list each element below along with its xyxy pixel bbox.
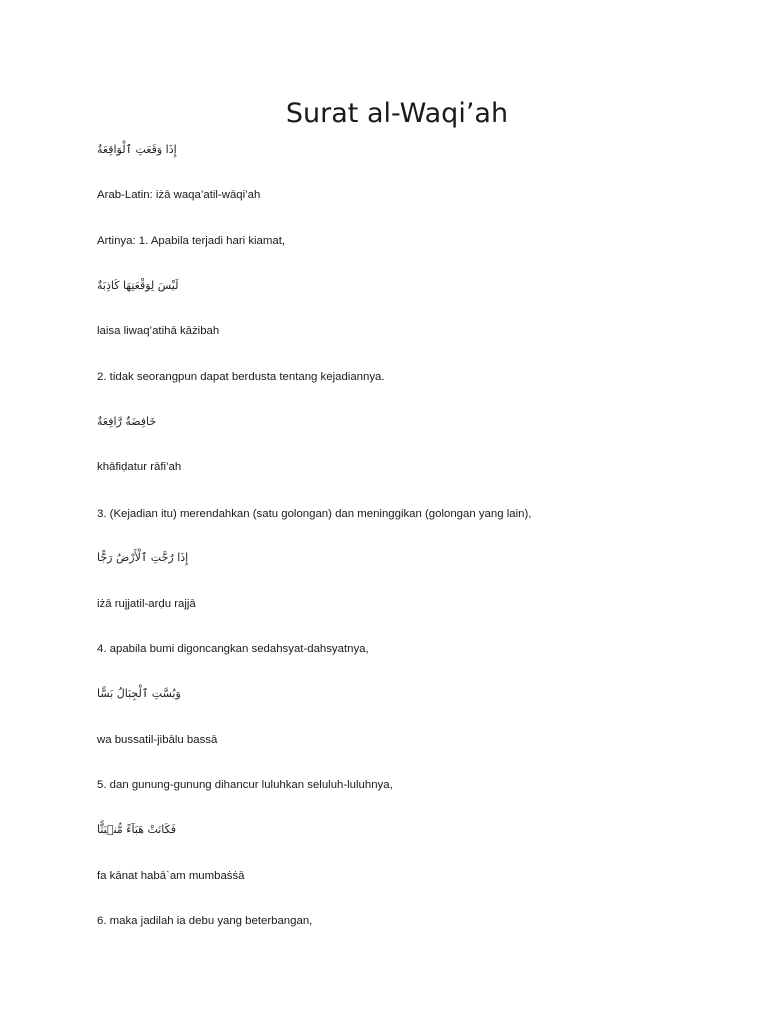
translation-verse-5: 5. dan gunung-gunung dihancur luluhkan seluluh-luluhnya, xyxy=(97,779,393,791)
latin-transliteration-6: fa kānat habā`am mumbaṡṡā xyxy=(97,870,245,882)
arabic-verse-2: لَيْسَ لِوَقْعَتِهَا كَاذِبَةٌ xyxy=(97,279,179,292)
arabic-verse-1: إِذَا وَقَعَتِ ٱلْوَاقِعَةُ xyxy=(97,143,177,156)
arabic-verse-3: خَافِضَةٌ رَّافِعَةٌ xyxy=(97,415,157,428)
translation-verse-2: 2. tidak seorangpun dapat berdusta tentang kejadiannya. xyxy=(97,371,385,383)
arabic-verse-6: فَكَانَتْ هَبَآءً مُّنۢبَثًّا xyxy=(97,823,176,836)
translation-verse-3: 3. (Kejadian itu) merendahkan (satu golongan) dan meninggikan (golongan yang lain), xyxy=(97,508,532,520)
arabic-verse-5: وَبُسَّتِ ٱلْجِبَالُ بَسًّا xyxy=(97,687,181,700)
latin-transliteration-3: khāfiḍatur rāfi’ah xyxy=(97,461,182,473)
translation-verse-6: 6. maka jadilah ia debu yang beterbangan, xyxy=(97,915,313,927)
page-title: Surat al-Waqi’ah xyxy=(285,98,509,129)
latin-transliteration-1: Arab-Latin: iżā waqa’atil-wāqi’ah xyxy=(97,189,261,201)
translation-verse-4: 4. apabila bumi digoncangkan sedahsyat-dahsyatnya, xyxy=(97,643,369,655)
latin-transliteration-4: iżā rujjatil-arḍu rajjā xyxy=(97,598,196,610)
translation-verse-1: Artinya: 1. Apabila terjadi hari kiamat, xyxy=(97,235,286,247)
arabic-verse-4: إِذَا رُجَّتِ ٱلْأَرْضُ رَجًّا xyxy=(97,551,189,564)
latin-transliteration-5: wa bussatil-jibālu bassā xyxy=(97,734,218,746)
latin-transliteration-2: laisa liwaq’atihā kāżibah xyxy=(97,325,220,337)
